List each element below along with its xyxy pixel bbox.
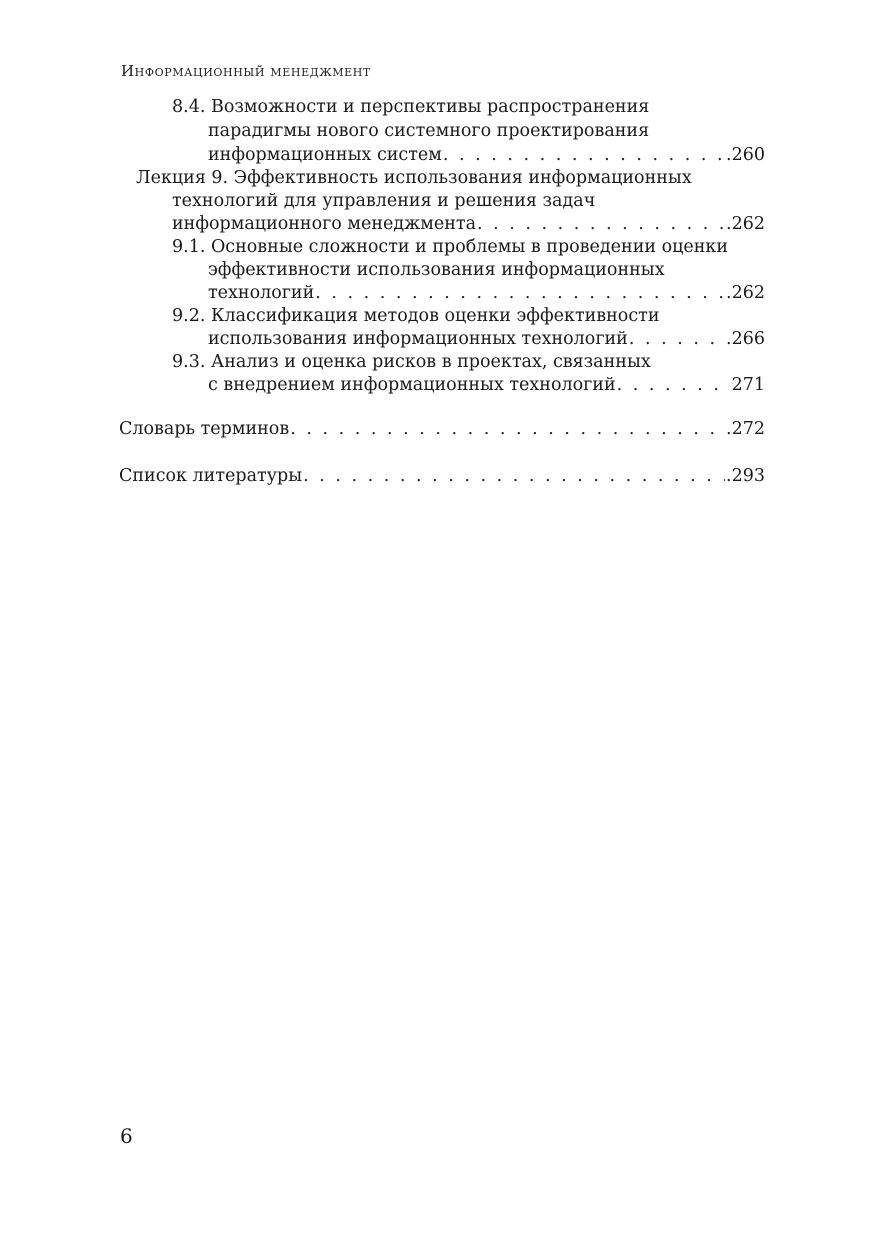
toc-entry-8-4-line-1[interactable] <box>172 96 765 118</box>
toc-entry-lecture-9-line-2[interactable] <box>172 190 765 212</box>
toc-entry-8-4-line-2[interactable] <box>208 120 765 142</box>
toc-entry-text: с внедрением информационных технологий <box>208 375 616 395</box>
toc-entry-text: Список литературы <box>119 466 303 486</box>
leader-dots <box>303 465 725 487</box>
toc-entry-text: технологий <box>208 283 315 303</box>
toc-entry-glossary[interactable] <box>119 418 765 440</box>
toc-entry-9-1-line-2[interactable] <box>208 259 765 281</box>
toc-entry-text: информационного менеджмента <box>172 214 477 234</box>
toc-page-number: 271 <box>731 375 765 395</box>
toc-entry-8-4-line-3[interactable] <box>208 144 765 166</box>
toc-page-number: .272 <box>726 419 765 439</box>
toc-page-number: .262 <box>726 283 765 303</box>
toc-entry-text: технологий для управления и решения задач <box>172 191 596 211</box>
toc-entry-9-3-line-2[interactable] <box>208 374 765 396</box>
toc-page-number: .266 <box>726 329 765 349</box>
leader-dots <box>617 374 731 396</box>
toc-entry-text: использования информационных технологий <box>208 329 628 349</box>
toc-entry-9-3-line-1[interactable] <box>172 351 765 373</box>
toc-entry-lecture-9-line-1[interactable] <box>136 167 765 189</box>
toc-entry-text: 9.3. Анализ и оценка рисков в проектах, связанных <box>172 352 651 372</box>
leader-dots <box>477 213 725 235</box>
toc-page-number: .260 <box>726 145 765 165</box>
toc-entry-9-2-line-1[interactable] <box>172 305 765 327</box>
leader-dots <box>443 144 725 166</box>
toc-entry-9-2-line-2[interactable] <box>208 328 765 350</box>
toc-entry-text: Словарь терминов <box>119 419 290 439</box>
running-head: Информационный менеджмент <box>121 62 371 80</box>
toc-page-number: .293 <box>726 466 765 486</box>
leader-dots <box>315 282 725 304</box>
toc-entry-text: 8.4. Возможности и перспективы распространения <box>172 97 650 117</box>
page-number: 6 <box>120 1124 133 1148</box>
toc-entry-text: информационных систем <box>208 145 442 165</box>
toc-entry-text: 9.2. Классификация методов оценки эффективности <box>172 306 660 326</box>
toc-entry-lecture-9-line-3[interactable] <box>172 213 765 235</box>
toc-page-number: .262 <box>726 214 765 234</box>
toc-entry-text: парадигмы нового системного проектирования <box>208 121 650 141</box>
leader-dots <box>290 418 725 440</box>
leader-dots <box>629 328 725 350</box>
toc-entry-9-1-line-1[interactable] <box>172 236 765 258</box>
toc-entry-text: эффективности использования информационных <box>208 260 665 280</box>
toc-entry-bibliography[interactable] <box>119 465 765 487</box>
toc-entry-9-1-line-3[interactable] <box>208 282 765 304</box>
toc-entry-text: 9.1. Основные сложности и проблемы в проведении оценки <box>172 237 728 257</box>
toc-entry-text: Лекция 9. Эффективность использования информационных <box>136 168 692 188</box>
